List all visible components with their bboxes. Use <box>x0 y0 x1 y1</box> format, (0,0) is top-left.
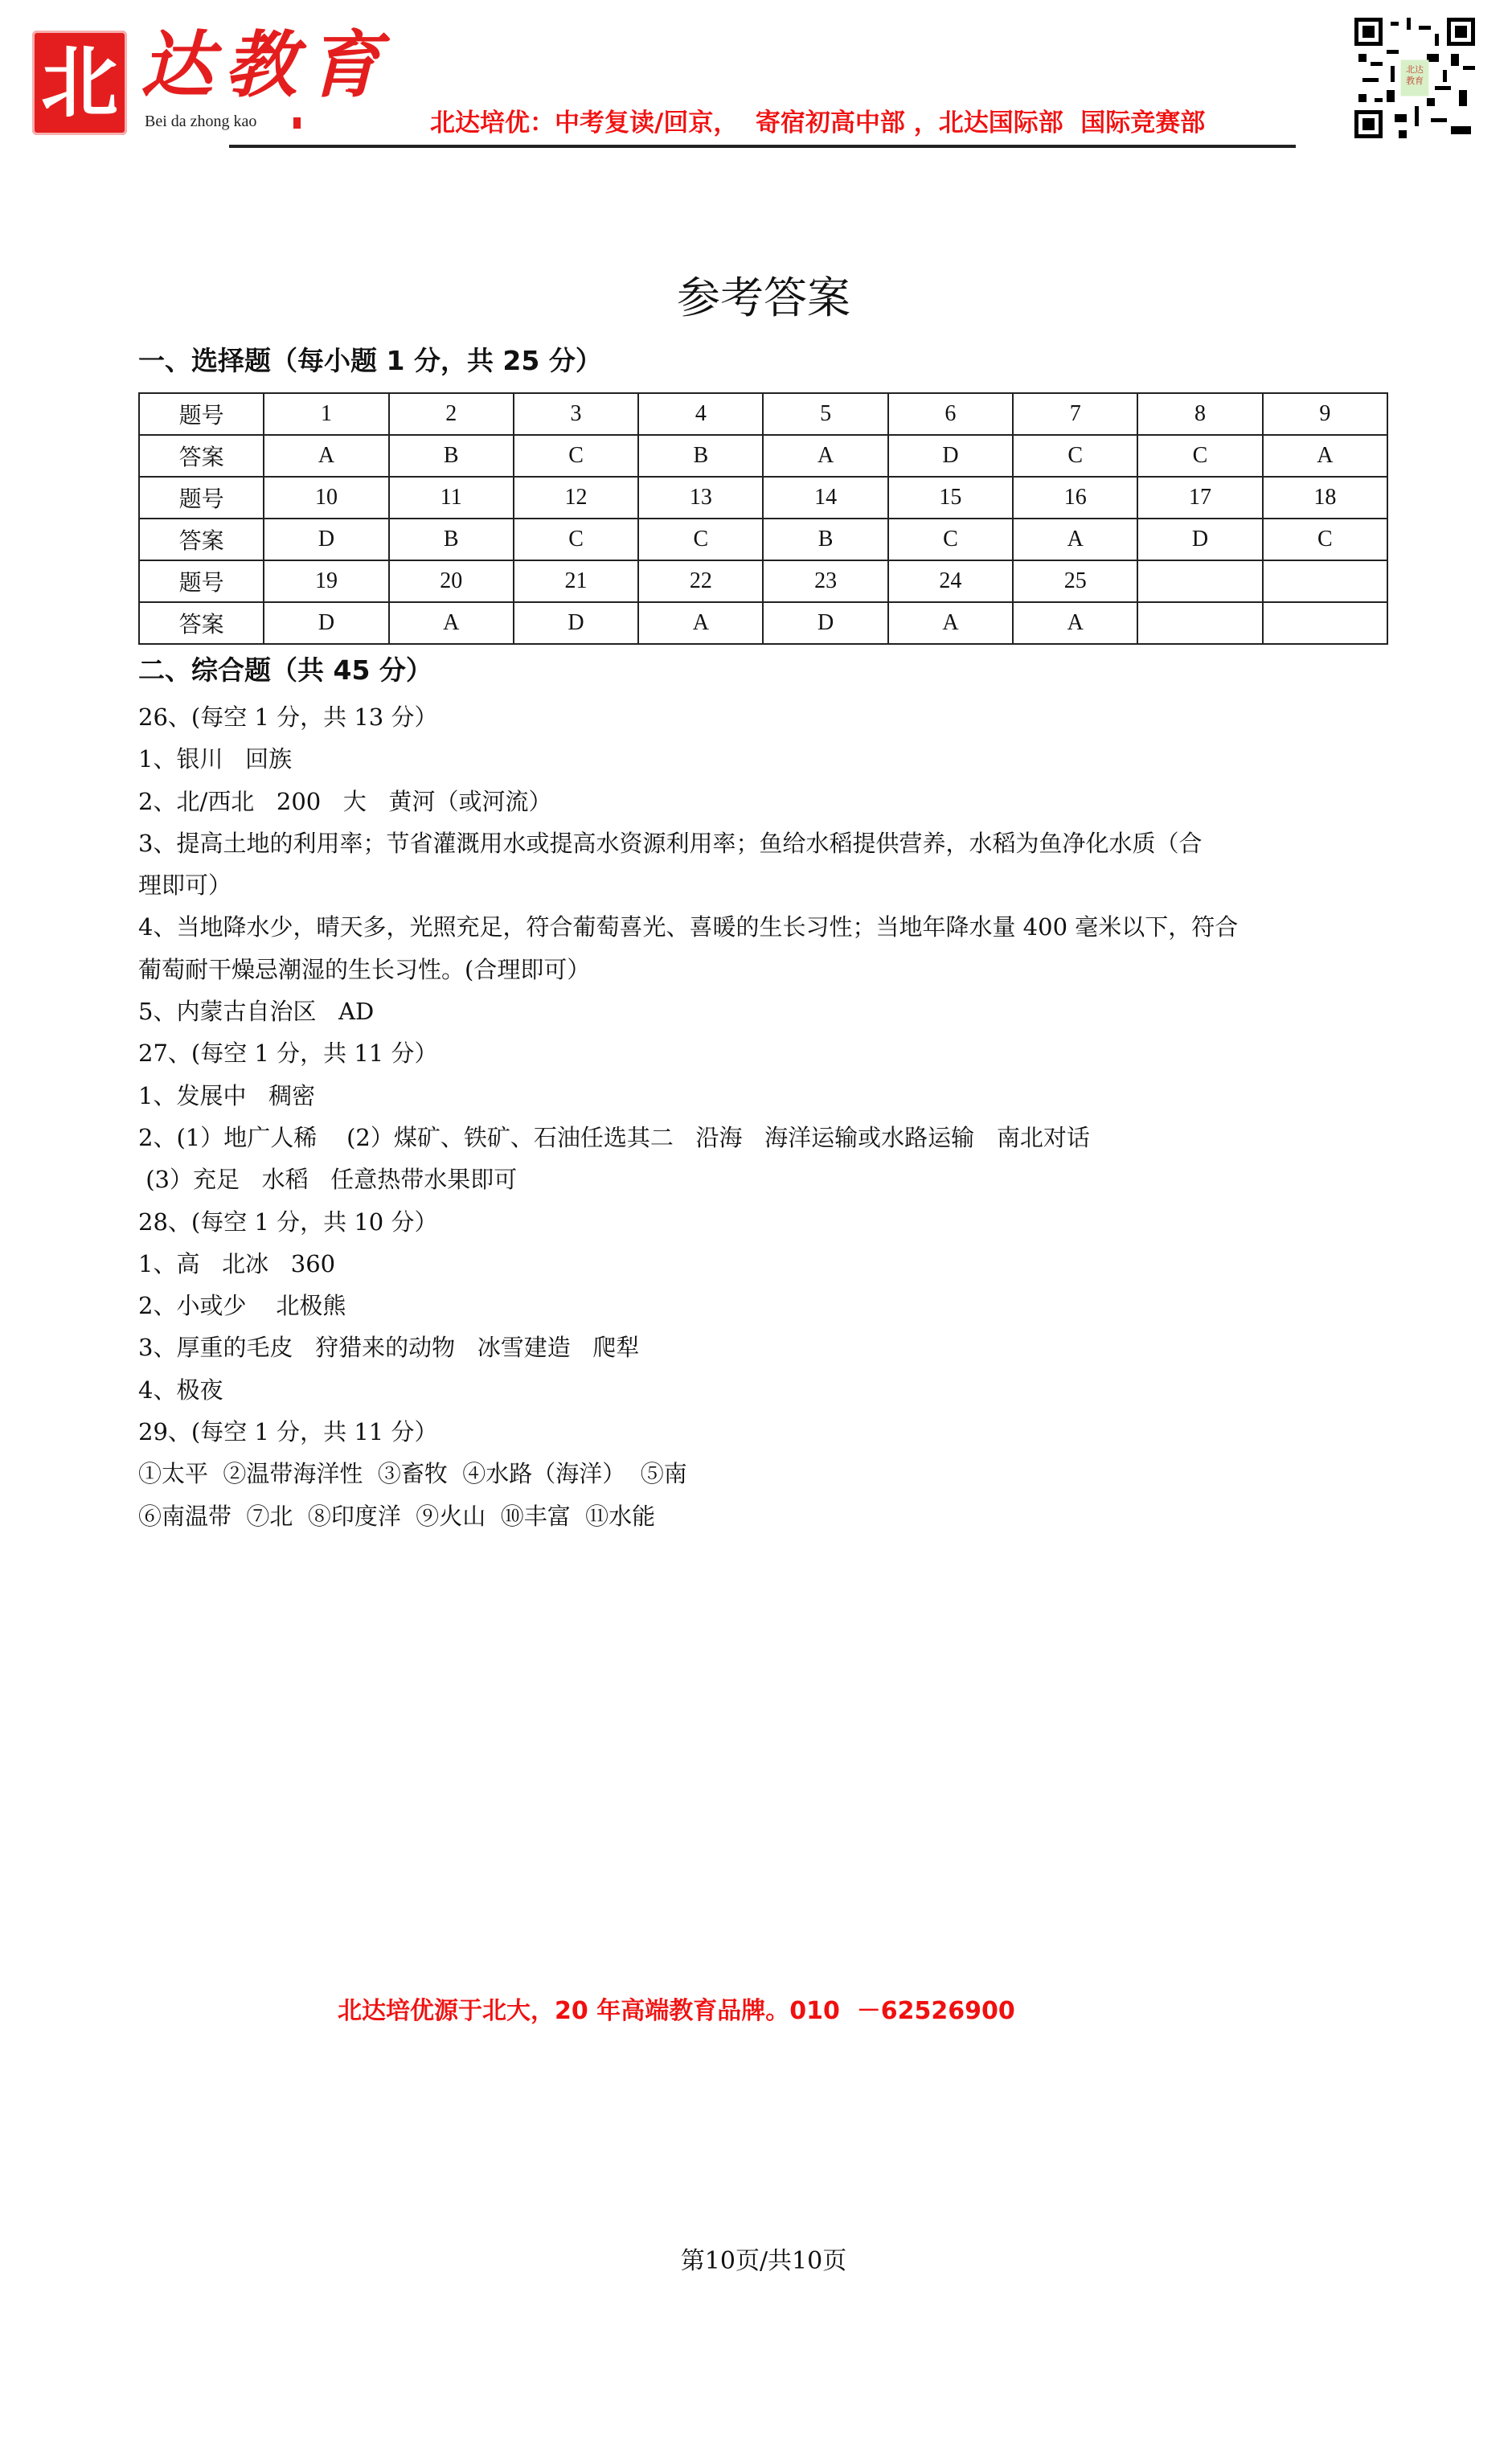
answer-line: 4、当地降水少，晴天多，光照充足，符合葡萄喜光、喜暖的生长习性；当地年降水量 400 毫米以下，符合 <box>138 913 1239 941</box>
logo-mark <box>293 117 301 129</box>
answer-cell: C <box>514 435 638 477</box>
answer-line: 3、提高土地的利用率；节省灌溉用水或提高水资源利用率；鱼给水稻提供营养，水稻为鱼净化水质（合 <box>138 829 1203 857</box>
answer-line: (3）充足 水稻 任意热带水果即可 <box>138 1166 518 1194</box>
row-label: 题号 <box>139 477 264 519</box>
header-divider <box>229 145 1296 148</box>
answer-cell: B <box>389 435 514 477</box>
question-number-cell: 11 <box>389 477 514 519</box>
answer-cell: A <box>638 602 763 644</box>
row-label: 答案 <box>139 519 264 560</box>
answer-cell: D <box>514 602 638 644</box>
answer-line: ⑥南温带 ⑦北 ⑧印度洋 ⑨火山 ⑩丰富 ⑪水能 <box>138 1502 656 1530</box>
answer-table <box>138 392 1388 645</box>
question-number-row <box>139 477 1387 519</box>
question-number-cell: 4 <box>638 393 763 435</box>
question-number-cell: 1 <box>264 393 388 435</box>
answer-cell: D <box>264 519 388 560</box>
answer-line: ①太平 ②温带海洋性 ③畜牧 ④水路（海洋） ⑤南 <box>138 1460 687 1488</box>
header-tagline: 北达培优：中考复读/回京， 寄宿初高中部 ，北达国际部 国际竞赛部 <box>430 109 1206 137</box>
answer-line: 1、发展中 稠密 <box>138 1081 316 1109</box>
row-label: 答案 <box>139 602 264 644</box>
answer-lines <box>138 696 1392 1537</box>
answer-cell: C <box>888 519 1013 560</box>
answer-cell: D <box>763 602 887 644</box>
answer-line: 2、北/西北 200 大 黄河（或河流） <box>138 787 552 815</box>
question-number-cell: 9 <box>1263 393 1387 435</box>
answer-cell: A <box>763 435 887 477</box>
question-number-cell: 24 <box>888 560 1013 602</box>
question-number-row <box>139 393 1387 435</box>
question-number-cell: 8 <box>1137 393 1262 435</box>
answer-cell: B <box>763 519 887 560</box>
answer-line: 5、内蒙古自治区 AD <box>138 998 375 1026</box>
row-label: 题号 <box>139 393 264 435</box>
section-heading-comprehensive: 二、综合题（共 45 分） <box>138 654 432 686</box>
answer-line: 26、(每空 1 分，共 13 分） <box>138 703 438 731</box>
answer-cell: C <box>1263 519 1387 560</box>
question-number-cell: 7 <box>1013 393 1137 435</box>
question-number-cell: 22 <box>638 560 763 602</box>
answer-line: 2、小或少 北极熊 <box>138 1292 346 1320</box>
question-number-cell: 15 <box>888 477 1013 519</box>
question-number-cell: 23 <box>763 560 887 602</box>
answer-cell: A <box>389 602 514 644</box>
question-number-cell: 18 <box>1263 477 1387 519</box>
question-number-cell: 17 <box>1137 477 1262 519</box>
logo-subtitle: Bei da zhong kao <box>145 113 257 130</box>
answer-line: 葡萄耐干燥忌潮湿的生长习性。(合理即可） <box>138 955 591 983</box>
page-number: 第10页/共10页 <box>680 2247 847 2275</box>
page-title: 参考答案 <box>677 273 850 323</box>
answer-line: 4、极夜 <box>138 1376 223 1404</box>
answer-cell: C <box>638 519 763 560</box>
question-number-cell: 14 <box>763 477 887 519</box>
answer-line: 理即可） <box>138 871 232 900</box>
question-number-cell: 6 <box>888 393 1013 435</box>
question-number-cell: 19 <box>264 560 388 602</box>
answer-line: 28、(每空 1 分，共 10 分） <box>138 1208 438 1236</box>
answer-cell: A <box>1013 519 1137 560</box>
answer-cell: B <box>638 435 763 477</box>
answer-cell: A <box>264 435 388 477</box>
question-number-cell: 20 <box>389 560 514 602</box>
answer-cell: D <box>888 435 1013 477</box>
answer-cell: C <box>1013 435 1137 477</box>
question-number-cell: 13 <box>638 477 763 519</box>
row-label: 题号 <box>139 560 264 602</box>
answer-line: 1、银川 回族 <box>138 745 293 773</box>
question-number-cell: 21 <box>514 560 638 602</box>
answer-row <box>139 435 1387 477</box>
section-heading-choice: 一、选择题（每小题 1 分，共 25 分） <box>138 345 602 376</box>
question-number-cell: 2 <box>389 393 514 435</box>
answer-cell: C <box>514 519 638 560</box>
answer-line: 27、(每空 1 分，共 11 分） <box>138 1039 438 1068</box>
question-number-row <box>139 560 1387 602</box>
question-number-cell <box>1263 560 1387 602</box>
question-number-cell: 16 <box>1013 477 1137 519</box>
answer-row <box>139 519 1387 560</box>
answer-line: 29、(每空 1 分，共 11 分） <box>138 1418 438 1446</box>
answer-line: 1、高 北冰 360 <box>138 1249 336 1277</box>
question-number-cell: 5 <box>763 393 887 435</box>
question-number-cell: 3 <box>514 393 638 435</box>
answer-cell: A <box>1263 435 1387 477</box>
answer-cell: C <box>1137 435 1262 477</box>
answer-cell <box>1263 602 1387 644</box>
answer-cell <box>1137 602 1262 644</box>
answer-cell: A <box>888 602 1013 644</box>
question-number-cell <box>1137 560 1262 602</box>
question-number-cell: 25 <box>1013 560 1137 602</box>
question-number-cell: 10 <box>264 477 388 519</box>
brand-logo <box>32 31 127 135</box>
row-label: 答案 <box>139 435 264 477</box>
promo-text: 北达培优源于北大，20 年高端教育品牌。010 －62526900 <box>338 1997 1015 2025</box>
answer-line: 2、(1）地广人稀 (2）煤矿、铁矿、石油任选其二 沿海 海洋运输或水路运输 南北对话 <box>138 1123 1090 1151</box>
answer-cell: D <box>1137 519 1262 560</box>
answer-row <box>139 602 1387 644</box>
answer-cell: A <box>1013 602 1137 644</box>
answer-cell: D <box>264 602 388 644</box>
answer-line: 3、厚重的毛皮 狩猎来的动物 冰雪建造 爬犁 <box>138 1334 640 1362</box>
logo-text: 达教育 <box>141 23 391 108</box>
qr-center-label: 北达教育 <box>1406 64 1424 86</box>
question-number-cell: 12 <box>514 477 638 519</box>
logo-char: 北 <box>41 37 118 128</box>
answer-cell: B <box>389 519 514 560</box>
